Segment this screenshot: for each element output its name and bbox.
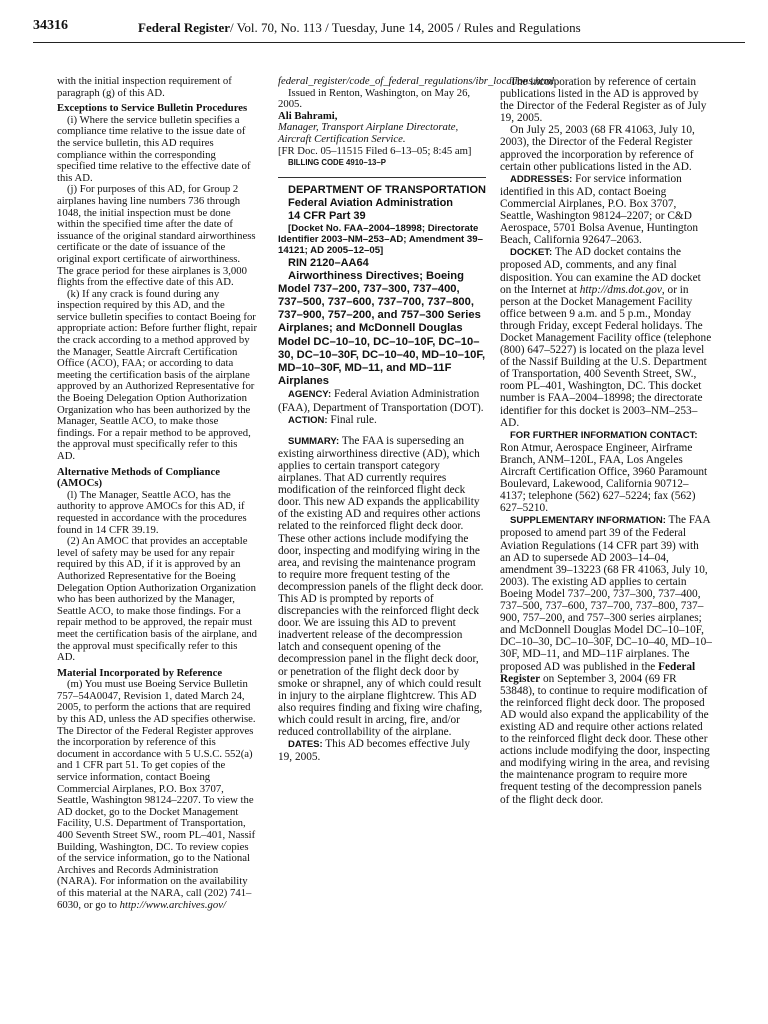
contact-section bbox=[500, 429, 712, 515]
intro-text: with the initial inspection requirement of paragraph (g) of this AD. bbox=[57, 75, 232, 99]
federal-register-ref: Federal Register bbox=[500, 660, 696, 685]
paragraph-i: (i) Where the service bulletin specifies a compliance time relative to the issue date of the service bulletin, this AD requires compliance within the corresponding specified time relative to the effective date of this AD. bbox=[57, 113, 251, 184]
paragraph-j: (j) For purposes of this AD, for Group 2 airplanes having line numbers 736 through 1048, the initial inspection must be done within the specified time after the date of issuance of the original standard airworthiness certificate or the date of issuance of the original export certificate of airworthiness. The grace period for these airplanes is 3,000 flights from the effective date of this AD. bbox=[57, 183, 256, 289]
agency-heading: Federal Aviation Administration bbox=[288, 196, 454, 209]
paragraph-l1: (l) The Manager, Seattle ACO, has the authority to approve AMOCs for this AD, if requested in accordance with the procedures found in 14 CFR 39.19. bbox=[57, 488, 247, 536]
ibr-link[interactable]: federal_register/code_of_federal_regulations/ibr_locations.html. bbox=[278, 75, 557, 87]
issued-line: Issued in Renton, Washington, on May 26, 2005. bbox=[278, 86, 471, 111]
addresses-label: ADDRESSES: bbox=[510, 173, 573, 185]
paragraph-m-text: (m) You must use Boeing Service Bulletin 757–54A0047, Revision 1, dated March 24, 2005, to perform the actions that are required by this AD, unless the AD specifies otherwise. The Director of the Federal Register approves the incorporation by reference of this document in accordance with 5 U.S.C. 552(a) and 1 CFR part 51. To get copies of the service information, contact Boeing Commercial Airplanes, P.O. Box 3707, Seattle, Washington 98124–2207. To view the AD docket, go to the Docket Management Facility, U.S. Department of Transportation, 400 Seventh Street SW., room PL–401, Nassif Building, Washington, DC. To review copies of the service information, go to the National Archives and Records Administration (NARA). For information on the availability of this material at the NARA, call (202) 741–6030, or go to bbox=[57, 678, 256, 911]
agency-section bbox=[278, 388, 486, 413]
department-heading: DEPARTMENT OF TRANSPORTATION bbox=[288, 183, 486, 196]
supplementary-section bbox=[500, 514, 712, 805]
docket-section bbox=[500, 246, 712, 428]
rule-body bbox=[278, 388, 486, 763]
fr-doc-line: [FR Doc. 05–11515 Filed 6–13–05; 8:45 am] bbox=[278, 144, 472, 157]
heading-exceptions: Exceptions to Service Bulletin Procedures bbox=[57, 102, 248, 115]
action-label: ACTION: bbox=[288, 414, 328, 426]
docket-number: [Docket No. FAA–2004–18998; Directorate Identifier 2003–NM–253–AD; Amendment 39–14121; AD 2005–12–05] bbox=[278, 222, 483, 257]
supplementary-label: SUPPLEMENTARY INFORMATION: bbox=[510, 515, 666, 527]
billing-code: BILLING CODE 4910–13–P bbox=[288, 158, 386, 168]
section-divider bbox=[278, 177, 486, 178]
action-text: Final rule. bbox=[330, 413, 377, 426]
dates-section bbox=[278, 738, 486, 763]
docket-text-b: , or in person at the Docket Management Facility office between 9 a.m. and 5 p.m., Monday through Friday, except Federal holidays. The Docket Management Facility office (telephone (800) 647–5227) is located on the plaza level of the Nassif Building at the U.S. Department of Transportation, 400 Seventh Street, SW., room PL–401, Washington, DC. This docket number is FAA–2004–18998; the directorate identifier for this docket is 2003–NM–253–AD. bbox=[500, 283, 712, 429]
incorporation-paragraph: The incorporation by reference of certain publications listed in the AD is approved by the Director of the Federal Register as of July 19, 2005. bbox=[500, 76, 707, 125]
action-section bbox=[278, 414, 486, 427]
heading-material: Material Incorporated by Reference bbox=[57, 666, 223, 679]
docket-link[interactable]: http://dms.dot.gov bbox=[579, 283, 662, 296]
rin-number: RIN 2120–AA64 bbox=[288, 256, 369, 269]
prior-approval-paragraph: On July 25, 2003 (68 FR 41063, July 10, 2003), the Director of the Federal Register approved the incorporation by reference of certain other publications listed in the AD. bbox=[500, 124, 695, 173]
docket-label: DOCKET: bbox=[510, 247, 553, 259]
heading-amoc: Alternative Methods of Compliance (AMOCs) bbox=[57, 465, 220, 490]
archives-link[interactable]: http://www.archives.gov/ bbox=[119, 898, 226, 911]
summary-text: The FAA is superseding an existing airworthiness directive (AD), which applies to certain transport category airplanes. That AD currently requires modification of the reinforced flight deck door. This new AD expands the applicability of the existing AD and requires other actions related to the reinforced flight deck door. These other actions include modifying the door, inspecting and modifying wiring in the area, and revising the maintenance program to require more frequent testing of the decompression panels of the flight deck door. This AD is prompted by reports of discrepancies with the reinforced flight deck door. We are issuing this AD to prevent inadvertent release of the decompression latch and consequent opening of the decompression panel in the flight deck door, or penetration of the flight deck door by smoke or shrapnel, any of which could result in injury to the airplane flightcrew. This AD also requires finding and fixing wire chafing, which could result in arcing, fire, and/or reduced controllability of the airplane. bbox=[278, 434, 484, 738]
summary-label: SUMMARY: bbox=[288, 435, 340, 447]
dates-text: This AD becomes effective July 19, 2005. bbox=[278, 738, 471, 764]
supplementary-text-a: The FAA proposed to amend part 39 of the Federal Aviation Regulations (14 CFR part 39) with an AD to supersede AD 2003–14–04, amendment 39–13223 (68 FR 41063, July 10, 2003). The existing AD applies to certain Boeing Model 737–200, 737–300, 737–400, 737–500, 737–600, 737–700, 737–800, 737–900, 757–200, and 757–300 series airplanes; and McDonnell Douglas Model DC–10–10F, DC–10–30, DC–10–30F, DC–10–40, MD–10–30F, MD–11, and MD–11F airplanes. The proposed AD was published in the bbox=[500, 514, 712, 673]
docket-text-a: The AD docket contains the proposed AD, comments, and any final disposition. You can examine the AD docket on the Internet at bbox=[500, 246, 701, 296]
agency-text: Federal Aviation Administration (FAA), Department of Transportation (DOT). bbox=[278, 388, 484, 414]
contact-label: FOR FURTHER INFORMATION CONTACT: bbox=[510, 429, 698, 441]
summary-section bbox=[278, 435, 486, 738]
signer-title: Manager, Transport Airplane Directorate, Aircraft Certification Service. bbox=[278, 121, 459, 145]
running-head bbox=[138, 20, 581, 36]
addresses-text: For service information identified in this AD, contact Boeing Commercial Airplanes, P.O. Box 3707, Seattle, Washington 98124–2207; or C&D Aerospace, 5701 Bolsa Avenue, Huntington Beach, California 92647–2063. bbox=[500, 172, 699, 247]
page-number: 34316 bbox=[33, 18, 68, 33]
paragraph-l2: (2) An AMOC that provides an acceptable level of safety may be used for any repair required by this AD, if it is approved by an Authorized Representative for the Boeing Delegation Option Authorization Organization who has been authorized by the Manager, Seattle ACO, to make those findings. For a repair method to be approved, the repair must meet the certification basis of the airplane, and the approval must specifically refer to this AD. bbox=[57, 535, 258, 664]
column-1 bbox=[57, 76, 257, 996]
agency-label: AGENCY: bbox=[288, 389, 332, 401]
issue-info: / Vol. 70, No. 113 / Tuesday, June 14, 2005 / Rules and Regulations bbox=[230, 20, 581, 35]
column-3 bbox=[500, 76, 712, 996]
supplementary-text-b: on September 3, 2004 (69 FR 53848), to continue to require modification of the reinforced flight deck door. The proposed AD would also expand the applicability of the existing AD and require other actions related to the reinforced flight deck door. These other actions include modifying the door, inspecting and modifying wiring in the area, and revising the maintenance program to require more frequent testing of the decompression panels of the flight deck door. bbox=[500, 672, 710, 806]
signer-name: Ali Bahrami, bbox=[278, 109, 338, 122]
publication-name: Federal Register bbox=[138, 20, 231, 35]
contact-text: Ron Atmur, Aerospace Engineer, Airframe Branch, ANM–120L, FAA, Los Angeles Aircraft Certification Office, 3960 Paramount Boulevard, Lakewood, California 90712–4137; telephone (562) 627–5224; fax (562) 627–5210. bbox=[500, 441, 708, 515]
paragraph-m bbox=[57, 679, 257, 911]
cfr-heading: 14 CFR Part 39 bbox=[288, 209, 366, 222]
rule-title: Airworthiness Directives; Boeing Model 737–200, 737–300, 737–400, 737–500, 737–600, 737–700, 737–800, 737–900, 757–200, and 757–300 Series Airplanes; and McDonnell Douglas Model DC–10–10, DC–10–10F, DC–10–30, DC–10–30F, DC–10–40, MD–10–10F, MD–10–30F, MD–11, and MD–11F Airplanes bbox=[278, 269, 486, 388]
paragraph-k: (k) If any crack is found during any inspection required by this AD, and the service bulletin specifies to contact Boeing for appropriate action: Before further flight, repair the crack according to a method approved by the Manager, Seattle Aircraft Certification Office (ACO), FAA; or according to data meeting the certification basis of the airplane approved by an Authorized Representative for the Boeing Delegation Option Authorization Organization who has been authorized by the Manager, Seattle ACO, to make those findings. For a repair method to be approved, the approval must specifically refer to this AD. bbox=[57, 287, 258, 462]
dates-label: DATES: bbox=[288, 739, 323, 751]
page-header bbox=[33, 12, 745, 43]
addresses-section bbox=[500, 173, 712, 247]
